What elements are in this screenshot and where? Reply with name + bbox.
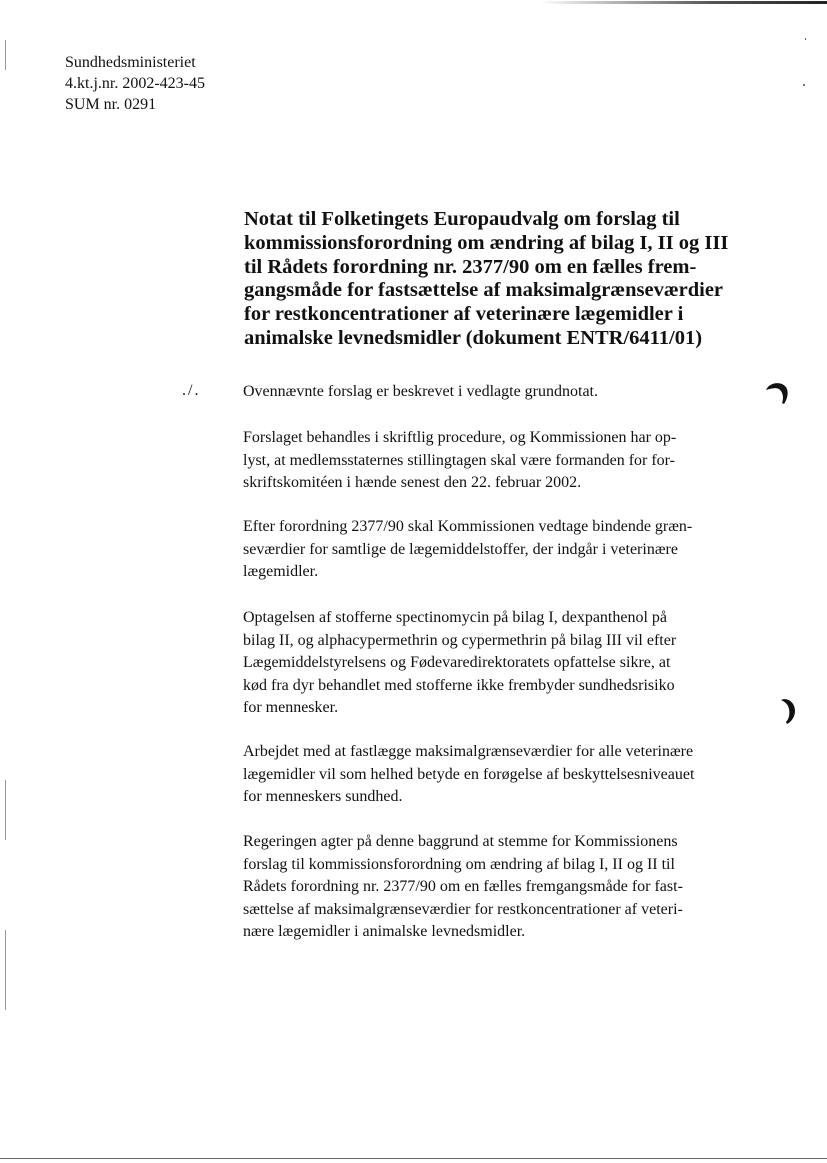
scan-edge-bottom [0,1158,827,1159]
title-line: for restkoncentrationer af veterinære lægemidler i [244,303,684,326]
text-line: for menneskers sundhed. [243,788,403,805]
title-line: kommissionsforordning om ændring af bilag I, II og III [244,231,729,254]
document-header [65,52,205,115]
text-line: Lægemiddelstyrelsens og Fødevaredirektoratets opfattelse sikre, at [243,654,671,671]
punch-hole-mark [762,379,792,409]
scan-edge-top [540,1,827,4]
scan-margin-mark [5,780,6,840]
text-line: lyst, at medlemsstaternes stillingtagen skal være formanden for for- [243,451,676,469]
paragraph-regulation [243,516,763,584]
text-line: Efter forordning 2377/90 skal Kommissionen vedtage bindende græn- [243,518,693,535]
ministry-name: Sundhedsministeriet [65,54,196,71]
paragraph-intro [243,381,763,404]
sum-number: SUM nr. 0291 [65,96,157,113]
text-line: Optagelsen af stofferne spectinomycin på bilag I, dexpanthenol på [243,609,668,626]
attachment-mark: ./. [182,382,201,399]
title-line: animalske levnedsmidler (dokument ENTR/6411/01) [244,326,703,349]
scan-margin-mark [5,930,6,1010]
text-line: Forslaget behandles i skriftlig procedure, og Kommissionen har op- [243,429,677,446]
text-line: bilag II, og alphacypermethrin og cypermethrin på bilag III vil efter [243,631,677,649]
text-line: Regeringen agter på denne baggrund at stemme for Kommissionens [243,833,678,850]
case-number: 4.kt.j.nr. 2002-423-45 [65,75,205,92]
text-line: forslag til kommissionsforordning om ændring af bilag I, II og II til [243,855,675,873]
text-line: for mennesker. [243,699,339,716]
scan-speck [805,38,806,40]
scan-speck [803,84,805,86]
text-line: Ovennævnte forslag er beskrevet i vedlagte grundnotat. [243,383,598,400]
text-line: lægemidler. [243,563,319,580]
document-title [244,208,744,351]
text-line: nære lægemidler i animalske levnedsmidler. [243,923,526,940]
paragraph-substances [243,607,763,720]
title-line: gangsmåde for fastsættelse af maksimalgrænseværdier [244,279,724,302]
scan-margin-mark [5,40,6,70]
paragraph-protection [243,741,763,809]
text-line: Rådets forordning nr. 2377/90 om en fælles fremgangsmåde for fast- [243,878,683,895]
text-line: Arbejdet med at fastlægge maksimalgrænseværdier for alle veterinære [243,743,694,760]
punch-hole-mark [775,694,801,726]
text-line: seværdier for samtlige de lægemiddelstoffer, der indgår i veterinære [243,540,678,558]
title-line: til Rådets forordning nr. 2377/90 om en fælles frem- [244,255,697,278]
text-line: skriftskomitéen i hænde senest den 22. februar 2002. [243,474,582,491]
text-line: kød fra dyr behandlet med stofferne ikke frembyder sundhedsrisiko [243,676,675,694]
paragraph-procedure [243,427,763,495]
text-line: lægemidler vil som helhed betyde en forøgelse af beskyttelsesniveauet [243,765,695,783]
text-line: sættelse af maksimalgrænseværdier for restkoncentrationer af veteri- [243,900,683,918]
title-line: Notat til Folketingets Europaudvalg om forslag til [244,208,680,230]
paragraph-government-position [243,831,763,944]
